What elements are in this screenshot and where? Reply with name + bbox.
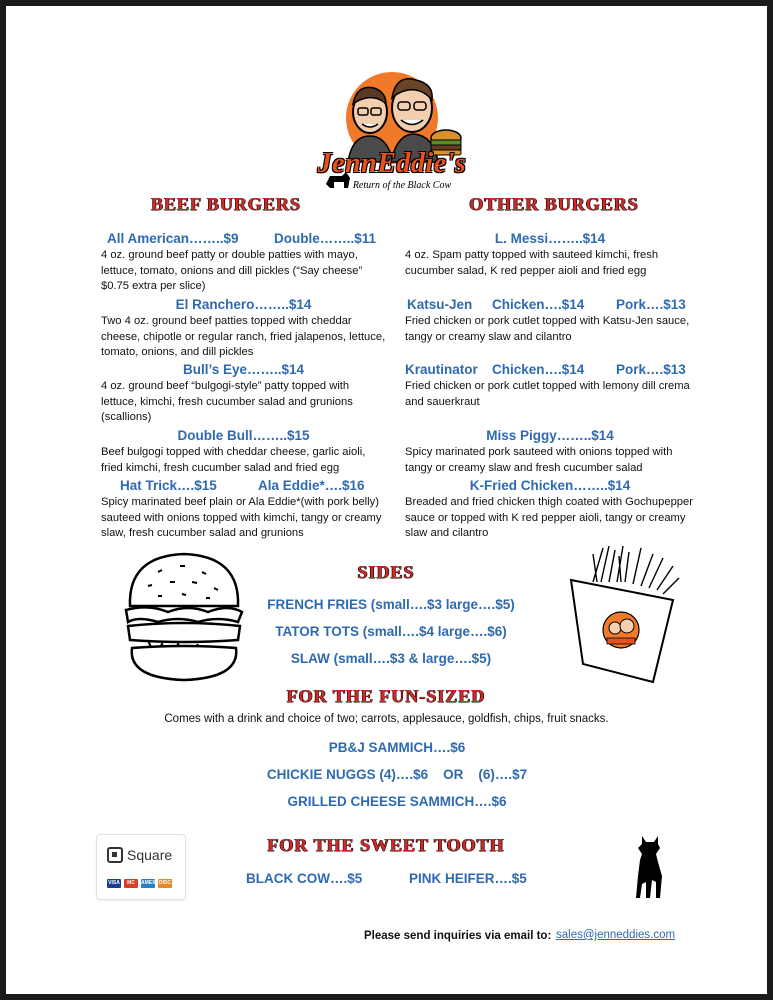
kraut-desc: Fried chicken or pork cutlet topped with lemony dill crema and sauerkraut (405, 380, 690, 408)
double-bull-desc: Beef bulgogi topped with cheddar cheese, garlic aioli, fried kimchi, fresh cucumber salad and fried egg (101, 446, 366, 474)
messi-desc: 4 oz. Spam patty topped with sauteed kimchi, fresh cucumber salad, K red pepper aioli and fried egg (405, 249, 659, 277)
card-logos (107, 879, 172, 888)
katsu-desc: Fried chicken or pork cutlet topped with Katsu-Jen sauce, tangy or creamy slaw and cilantro (405, 315, 690, 343)
bulls-eye-desc: 4 oz. ground beef “bulgogi-style” patty topped with lettuce, kimchi, fresh cucumber salad and grunions (scallions) (101, 380, 353, 423)
all-american-item: All American……..$9 (107, 231, 239, 246)
sides-title: SIDES (357, 562, 415, 582)
jenneddies-logo (312, 66, 472, 198)
kraut-pork-price: Pork….$13 (616, 362, 686, 377)
slaw-item: SLAW (small….$3 & large….$5) (290, 651, 492, 666)
pink-heifer-item: PINK HEIFER….$5 (409, 871, 527, 886)
hat-trick-desc: Spicy marinated beef plain or Ala Eddie*(with pork belly) sauteed with onions topped with kimchi, tangy or creamy slaw, fresh cucumber salad and grunions (101, 496, 382, 539)
bulls-eye-item: Bull’s Eye……..$14 (182, 362, 305, 377)
square-payment-badge (96, 834, 186, 900)
el-ranchero-desc: Two 4 oz. ground beef patties topped with cheddar cheese, chipotle or regular ranch, fried jalapenos, lettuce, tomato, onions, and dill pickles (101, 315, 386, 358)
amex-icon: AMEX (141, 880, 156, 886)
black-cow-item: BLACK COW….$5 (246, 871, 363, 886)
black-cow-icon (628, 832, 672, 902)
double-item: Double……..$11 (274, 231, 377, 246)
el-ranchero-item: El Ranchero……..$14 (175, 297, 312, 312)
email-link[interactable]: sales@jenneddies.com (556, 929, 676, 941)
menu-page (6, 6, 767, 994)
square-brand: Square (127, 847, 173, 863)
logo-brand: JennEddie's (317, 148, 467, 179)
all-american-desc: 4 oz. ground beef patty or double patties with mayo, lettuce, tomato, onions and dill pickles (“Say cheese” $0.75 extra per slice) (101, 249, 363, 292)
kraut-chicken-price: Chicken….$14 (492, 362, 585, 377)
beef-burgers-title: BEEF BURGERS (151, 194, 301, 214)
double-bull-item: Double Bull……..$15 (177, 428, 310, 443)
visa-icon: VISA (108, 880, 120, 886)
logo-tagline: Return of the Black Cow (352, 180, 452, 191)
mastercard-icon: MC (124, 879, 138, 888)
miss-piggy-item: Miss Piggy……..$14 (486, 428, 614, 443)
katsu-jen-item: Katsu-Jen (407, 297, 473, 312)
other-burgers-title: OTHER BURGERS (469, 194, 639, 214)
square-logo-icon (107, 847, 123, 863)
pbj-item: PB&J SAMMICH….$6 (328, 740, 466, 755)
katsu-chicken-price: Chicken….$14 (492, 297, 585, 312)
ala-eddie-item: Ala Eddie*….$16 (258, 478, 365, 493)
tator-tots-item: TATOR TOTS (small….$4 large….$6) (275, 624, 507, 639)
messi-item: L. Messi……..$14 (494, 231, 606, 246)
french-fries-item: FRENCH FRIES (small….$3 large….$5) (267, 597, 515, 612)
krautinator-item: Krautinator (405, 362, 478, 377)
fun-sized-title: FOR THE FUN-SIZED (286, 686, 486, 706)
hat-trick-item: Hat Trick….$15 (120, 478, 217, 493)
fun-sized-note: Comes with a drink and choice of two; carrots, applesauce, goldfish, chips, fruit snacks. (164, 713, 609, 725)
miss-piggy-desc: Spicy marinated pork sauteed with onions topped with tangy or creamy slaw and fresh cucumber salad (405, 446, 673, 474)
inquiries-text: Please send inquiries via email to: (364, 930, 552, 942)
discover-icon: DISC (159, 880, 171, 886)
katsu-pork-price: Pork….$13 (616, 297, 686, 312)
sweet-tooth-title: FOR THE SWEET TOOTH (267, 835, 505, 855)
chickie-nuggs-item: CHICKIE NUGGS (4)….$6 OR (6)….$7 (266, 767, 528, 782)
grilled-cheese-item: GRILLED CHEESE SAMMICH….$6 (287, 794, 507, 809)
k-fried-desc: Breaded and fried chicken thigh coated with Gochupepper sauce or topped with K red pepper aioli, tangy or creamy slaw and cilantro (405, 496, 693, 539)
k-fried-item: K-Fried Chicken……..$14 (469, 478, 631, 493)
